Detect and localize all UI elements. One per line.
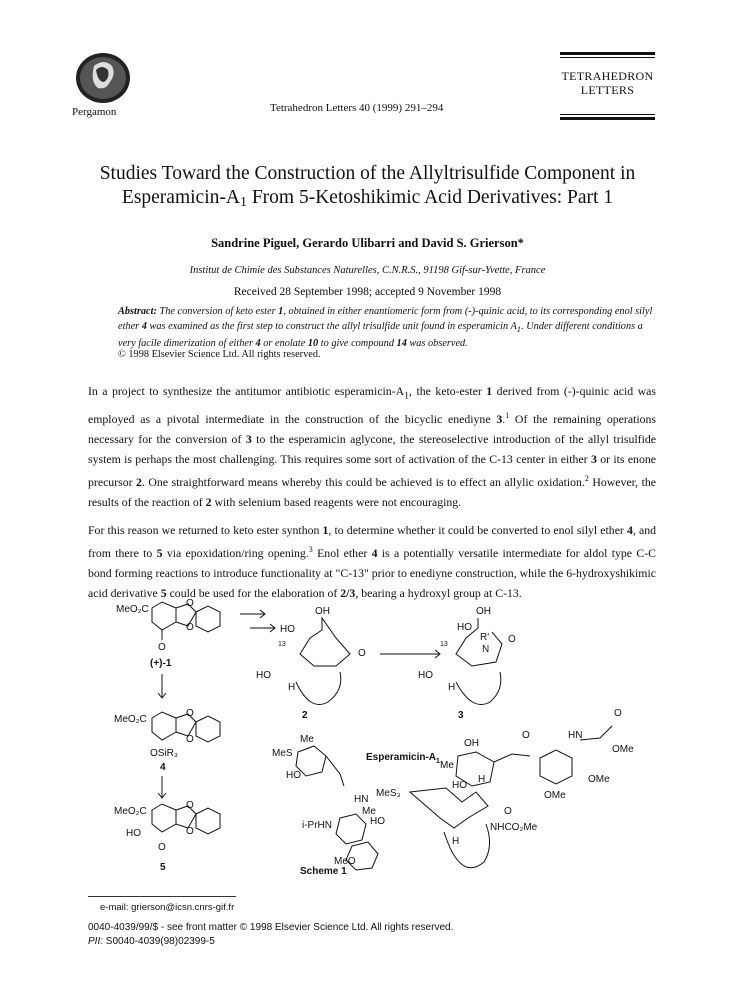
abstract-copyright: © 1998 Elsevier Science Ltd. All rights reserved. <box>118 349 321 360</box>
paragraph-1: In a project to synthesize the antitumor antibiotic esperamicin-$A_1$, the keto-ester 1 derived from (-)-quinic acid was employed as a pivotal intermediate in the construction of the bicyclic enediyne 3.$^1$ Of the remaining operations necessary for the conversion of 3 to the esperamicin aglycone, the stereoselective introduction of the allyl trisulfide system is perhaps the most challenging. This requires some sort of activation of the C-13 center in either 3 or its enone precursor 2. One straightforward means whereby this could be achieved is to effect an allylic oxidation.$^2$ However, the results of the reaction of 2 with selenium based reagents were not encouraging. <box>88 384 657 510</box>
compound-ref: 4 <box>255 337 261 349</box>
label-h: H <box>288 682 296 693</box>
title-part: From 5-Ketoshikimic Acid Derivatives: Part 1 <box>246 187 614 208</box>
label-oh: OH <box>315 606 330 617</box>
text: via epoxidation/ring opening. <box>162 545 309 560</box>
pii-label: PII: <box>88 936 104 947</box>
title-part: Esperamicin-A <box>121 187 240 208</box>
label-ho: HO <box>370 816 385 827</box>
compound-ref: 3 <box>496 412 503 427</box>
top-rule-thin <box>560 57 655 58</box>
label-ome: OMe <box>612 744 634 755</box>
affiliation: Institut de Chimie des Substances Naturelles, C.N.R.S., 91198 Gif-sur-Yvette, France <box>189 265 546 276</box>
compound-5-label: 5 <box>160 862 166 873</box>
label-n: N <box>482 644 490 655</box>
label-o: O <box>186 826 194 837</box>
label-c13: 13 <box>278 641 286 648</box>
label-o: O <box>522 730 530 741</box>
compound-1-structure <box>116 598 220 669</box>
title-line-1: Studies Toward the Construction of the Allyltrisulfide Component in <box>99 163 636 184</box>
text: For this reason we returned to keto ester synthon <box>88 523 323 537</box>
bottom-rule <box>560 117 655 120</box>
text: to the esperamicin aglycone, the stereoselective introduction of the allyl trisulfide system is perhaps the most challenging. This requires some sort of activation of the C-13 center in either <box>88 432 657 467</box>
label-me: Me <box>362 806 376 817</box>
title-subscript: 1 <box>239 195 247 210</box>
label-hn: HN <box>568 730 583 741</box>
label-ho: HO <box>126 828 141 839</box>
label-me: Me <box>300 734 314 745</box>
label-o: O <box>186 734 194 745</box>
publisher-logo <box>74 52 132 104</box>
text: Enol ether <box>312 545 372 560</box>
top-rule <box>560 52 655 55</box>
abstract-text: The conversion of keto ester <box>156 306 279 317</box>
label-ho: HO <box>452 780 467 791</box>
article-title <box>90 162 645 215</box>
label-o: O <box>508 634 516 645</box>
publisher-name: Pergamon <box>72 106 117 118</box>
label-me: Me <box>440 760 454 771</box>
label-o: O <box>358 648 366 659</box>
scheme-caption: Scheme 1 <box>300 866 347 877</box>
label-ho: HO <box>457 622 472 633</box>
abstract-text: , obtained in either enantiomeric form from (-)-quinic acid, to its corresponding enol silyl ether <box>118 306 653 332</box>
title-line-2 <box>90 186 645 215</box>
pii-line <box>88 936 215 947</box>
abstract <box>118 305 663 351</box>
label-mes: MeS <box>272 748 293 759</box>
footnote-rule <box>88 896 236 897</box>
label-o: O <box>158 842 166 853</box>
compound-ref: 3 <box>245 432 252 447</box>
compound-3-label: 3 <box>458 710 464 721</box>
label-meo2c: MeO₂C <box>116 604 149 615</box>
label-oh: OH <box>476 606 491 617</box>
esperamicin-sub: 1 <box>436 758 440 765</box>
label-o: O <box>186 598 194 609</box>
arrow-1-to-2b <box>250 624 275 632</box>
journal-name: TETRAHEDRON LETTERS <box>561 69 654 97</box>
text: or its enone precursor <box>88 452 656 490</box>
label-o: O <box>186 622 194 633</box>
esperamicin-label <box>366 752 440 765</box>
label-h: H <box>478 774 486 785</box>
paragraph-2 <box>88 520 656 603</box>
compound-2-label: 2 <box>302 710 308 721</box>
citation: 2 <box>584 474 589 484</box>
compound-ref: 10 <box>307 337 319 349</box>
compound-ref: 1 <box>322 523 329 537</box>
esperamicin-name: Esperamicin-A <box>366 752 437 763</box>
text: , the keto-ester <box>409 384 487 398</box>
compound-ref: 2/3 <box>340 585 356 600</box>
text: In a project to synthesize the antitumor antibiotic esperamicin-A <box>88 384 405 398</box>
compound-2-structure <box>256 606 366 721</box>
compound-ref: 4 <box>141 320 147 332</box>
text: . One straightforward means whereby this could be achieved is to effect an allylic oxidation. <box>141 475 585 490</box>
label-o: O <box>158 642 166 653</box>
compound-ref: 1 <box>278 306 284 317</box>
label-hn: HN <box>354 794 369 805</box>
label-osir3: OSiR₃ <box>150 748 178 759</box>
compound-ref: 5 <box>160 585 167 600</box>
subscript: 1 <box>404 390 410 402</box>
label-o: O <box>186 800 194 811</box>
label-mes3: MeS₃ <box>376 788 401 799</box>
scheme-1 <box>100 592 656 892</box>
label-ho: HO <box>280 624 295 635</box>
abstract-text: was observed. <box>406 337 468 349</box>
label-iprhn: i-PrHN <box>302 820 332 831</box>
received-dates: Received 28 September 1998; accepted 9 November 1998 <box>233 286 502 298</box>
arrow-1-to-2 <box>240 610 265 618</box>
journal-box <box>560 52 655 124</box>
pii-value: S0040-4039(98)02399-5 <box>103 936 215 947</box>
label-ome: OMe <box>588 774 610 785</box>
label-ho: HO <box>286 770 301 781</box>
arrow-4-to-5 <box>158 776 166 798</box>
abstract-text: . Under different conditions a very facile dimerization of either <box>118 320 643 349</box>
abstract-label: Abstract: <box>118 306 157 317</box>
text: is a potentially versatile intermediate for aldol type C-C bond forming reactions to introduce functionality at "C-13" prior to enediyne construction, while the 6-hydroxyshikimic acid derivative <box>88 545 656 600</box>
abstract-text: or enolate <box>260 337 308 349</box>
label-r: R' <box>480 632 490 643</box>
compound-ref: 2 <box>136 475 142 490</box>
arrow-1-to-4 <box>158 674 166 698</box>
label-meo2c: MeO₂C <box>114 714 147 725</box>
label-o: O <box>614 708 622 719</box>
compound-1-label: (+)-1 <box>150 658 172 669</box>
text: , to determine whether it could be converted to enol silyl ether <box>328 523 627 537</box>
label-h: H <box>452 836 460 847</box>
compound-3-structure <box>418 606 516 721</box>
label-h: H <box>448 682 456 693</box>
label-ho: HO <box>418 670 433 681</box>
label-c13: 13 <box>440 641 448 648</box>
text: However, the results of the reaction of <box>88 475 656 510</box>
label-ho: HO <box>256 670 271 681</box>
compound-4-structure <box>114 708 220 773</box>
compound-ref: 2 <box>205 495 212 510</box>
subscript: 1 <box>516 323 522 334</box>
compound-4-label: 4 <box>160 762 166 773</box>
esperamicin-structure <box>272 708 634 870</box>
label-meo: MeO <box>334 856 356 867</box>
bottom-rule-thin <box>560 114 655 115</box>
compound-ref: 3 <box>590 452 597 467</box>
label-oh: OH <box>464 738 479 749</box>
text: with selenium based reagents were not encouraging. <box>211 495 462 510</box>
label-o: O <box>504 806 512 817</box>
issn-line: 0040-4039/99/$ - see front matter © 1998 Elsevier Science Ltd. All rights reserved. <box>88 922 454 933</box>
text: , and from there to <box>88 523 656 560</box>
text: Of the remaining operations necessary for the conversion of <box>88 412 656 447</box>
label-o: O <box>186 708 194 719</box>
journal-reference: Tetrahedron Letters 40 (1999) 291–294 <box>270 102 444 114</box>
compound-ref: 4 <box>371 545 378 560</box>
text: derived from (-)-quinic acid was employed as a pivotal intermediate in the construction of the bicyclic enediyne <box>88 384 657 427</box>
label-ome: OMe <box>544 790 566 801</box>
label-nhco2me: NHCO₂Me <box>490 822 538 833</box>
compound-ref: 14 <box>396 337 407 349</box>
text: could be used for the elaboration of <box>166 585 341 600</box>
citation: 1 <box>505 411 510 421</box>
arrow-2-to-3 <box>380 650 440 658</box>
abstract-text: was examined as the first step to construct the allyl trisulfide unit found in esperamicin A <box>146 320 517 332</box>
label-meo2c: MeO₂C <box>114 806 147 817</box>
compound-5-structure <box>114 800 220 873</box>
corresponding-email[interactable]: e-mail: grierson@icsn.cnrs-gif.fr <box>100 902 235 913</box>
abstract-text: to give compound <box>318 337 397 349</box>
authors: Sandrine Piguel, Gerardo Ulibarri and David S. Grierson* <box>211 236 524 250</box>
compound-ref: 5 <box>156 545 163 560</box>
citation: 3 <box>308 545 313 554</box>
compound-ref: 4 <box>626 523 633 537</box>
text: , bearing a hydroxyl group at C-13. <box>355 585 522 600</box>
compound-ref: 1 <box>486 384 493 398</box>
